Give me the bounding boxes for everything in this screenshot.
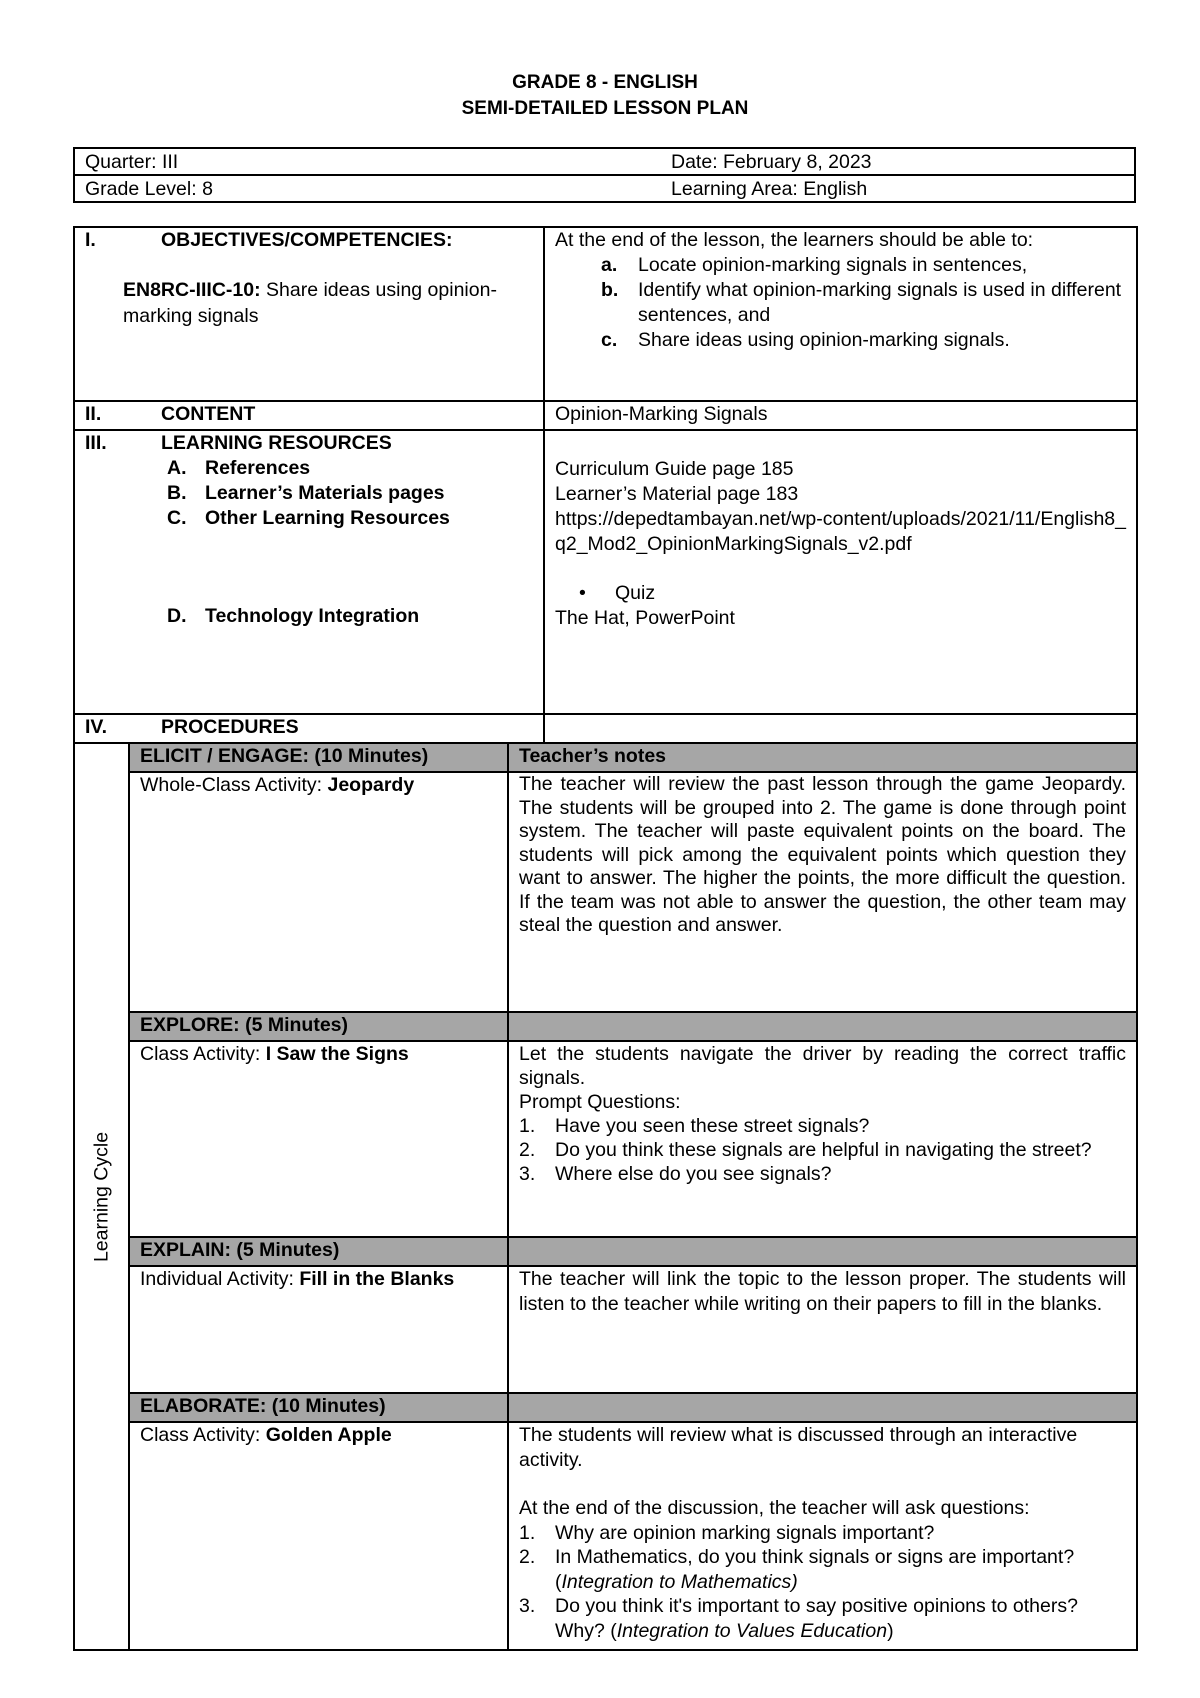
resources-num: III. [85, 432, 107, 454]
resources-references: References [205, 457, 311, 479]
header-info-table [73, 147, 1136, 203]
explain-notes-heading [508, 1237, 1137, 1266]
quarter-cell: Quarter: III [74, 148, 661, 175]
objective-item: c. Share ideas using opinion-marking signals. [601, 329, 1010, 351]
tech-tools: The Hat, PowerPoint [555, 607, 735, 629]
explain-notes: The teacher will link the topic to the lesson proper. The students will listen to the teacher while writing on their papers to fill in the blanks. [508, 1266, 1137, 1393]
learning-area-cell: Learning Area: English [661, 175, 1135, 202]
objectives-intro: At the end of the lesson, the learners should be able to: [555, 229, 1034, 251]
question-item: 1. Why are opinion marking signals important? [519, 1521, 935, 1544]
resources-left-cell: III. LEARNING RESOURCES A. References B. Learner’s Materials pages C. Other Learning Resources D. Technology Integration [74, 430, 544, 714]
reference-link[interactable]: https://depedtambayan.net/wp-content/uploads/2021/11/English8_q2_Mod2_OpinionMarkingSignals_v2.pdf [555, 508, 1126, 555]
elaborate-notes-heading [508, 1393, 1137, 1422]
question-item: 2. Do you think these signals are helpful in navigating the street? [519, 1139, 1092, 1161]
date-cell: Date: February 8, 2023 [661, 148, 1135, 175]
content-left-cell [74, 401, 544, 430]
procedures-heading: PROCEDURES [161, 716, 299, 738]
resources-right-cell [544, 430, 1137, 714]
explore-heading: EXPLORE: (5 Minutes) [129, 1012, 508, 1041]
doc-title-line2: SEMI-DETAILED LESSON PLAN [461, 98, 749, 119]
engage-heading: ELICIT / ENGAGE: (10 Minutes) [129, 743, 508, 772]
question-item: 3. Where else do you see signals? [519, 1163, 832, 1185]
engage-activity: Whole-Class Activity: Jeopardy [129, 772, 508, 1012]
engage-notes: The teacher will review the past lesson through the game Jeopardy. The students will be grouped into 2. The game is done through point system. The teacher will paste equivalent points on the board. The students will pick among the equivalent points which question they want to answer. The higher the points, the more difficult the question. If the team was not able to answer the question, the other team may steal the question and answer. [508, 772, 1137, 1012]
procedures-left-cell [74, 714, 544, 743]
objectives-list [555, 253, 1126, 353]
explore-activity: Class Activity: I Saw the Signs [129, 1041, 508, 1237]
resources-lm-pages: Learner’s Materials pages [205, 482, 445, 504]
competency-text: Share ideas using opinion-marking signals [123, 279, 497, 327]
procedures-right-cell [544, 714, 1137, 743]
explore-questions [519, 1114, 1126, 1186]
explain-activity: Individual Activity: Fill in the Blanks [129, 1266, 508, 1393]
lesson-plan-table [73, 226, 1138, 1651]
objectives-right-cell [544, 227, 1137, 401]
explain-heading: EXPLAIN: (5 Minutes) [129, 1237, 508, 1266]
reference-learners-material: Learner’s Material page 183 [555, 483, 799, 505]
learning-cycle-cell [74, 743, 129, 1650]
elaborate-questions [519, 1521, 1126, 1644]
doc-title-line1: GRADE 8 - ENGLISH [512, 72, 698, 93]
question-item: 2. In Mathematics, do you think signals or signs are important? (Integration to Mathematics) [519, 1546, 1075, 1593]
elaborate-notes: The students will review what is discussed through an interactive activity. At the end of the discussion, the teacher will ask questions: 1. Why are opinion marking signals important? 2. In Mathematics, do you think signals or signs are important? (Integration to Mathematics) 3. Do you think it's important to say positive opinions to others? Why? (Integration to Values Education) [508, 1422, 1137, 1650]
resources-technology: Technology Integration [205, 605, 420, 627]
question-item: 1. Have you seen these street signals? [519, 1115, 870, 1137]
explore-notes: Let the students navigate the driver by reading the correct traffic signals. Prompt Questions: 1. Have you seen these street signals? 2. Do you think these signals are helpful in navigating the street? 3. Where else do you see signals? [508, 1041, 1137, 1237]
elaborate-activity: Class Activity: Golden Apple [129, 1422, 508, 1650]
competency-code: EN8RC-IIIC-10: [123, 279, 261, 301]
tech-quiz: Quiz [615, 582, 656, 604]
resources-other: Other Learning Resources [205, 507, 450, 529]
objectives-num: I. [85, 229, 96, 251]
objectives-heading: OBJECTIVES/COMPETENCIES: [161, 229, 453, 251]
reference-curriculum-guide: Curriculum Guide page 185 [555, 458, 794, 480]
content-heading: CONTENT [161, 403, 256, 425]
procedures-num: IV. [85, 716, 108, 738]
teachers-notes-heading: Teacher’s notes [508, 743, 1137, 772]
grade-level-cell: Grade Level: 8 [74, 175, 661, 202]
resources-heading: LEARNING RESOURCES [161, 432, 392, 454]
question-item: 3. Do you think it's important to say positive opinions to others? Why? (Integration to Values Education) [519, 1595, 1078, 1642]
elaborate-heading: ELABORATE: (10 Minutes) [129, 1393, 508, 1422]
learning-cycle-label: Learning Cycle [90, 1131, 112, 1262]
explore-notes-heading [508, 1012, 1137, 1041]
bullet-icon: • [579, 582, 586, 604]
content-num: II. [85, 403, 102, 425]
objective-item: b. Identify what opinion-marking signals is used in different sentences, and [601, 279, 1122, 326]
content-value: Opinion-Marking Signals [544, 401, 1137, 430]
objectives-left-cell [74, 227, 544, 401]
objective-item: a. Locate opinion-marking signals in sentences, [601, 254, 1028, 276]
